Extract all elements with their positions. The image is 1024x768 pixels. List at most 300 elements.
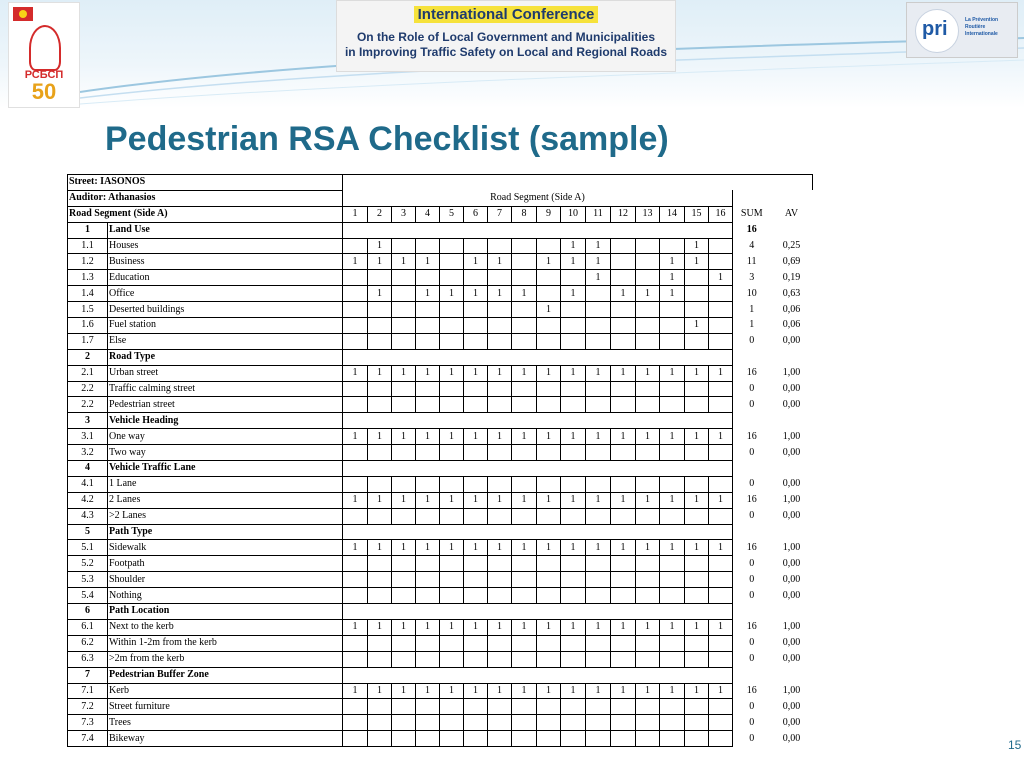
segment-mark: 1	[709, 270, 733, 286]
segment-mark: 1	[586, 254, 611, 270]
item-code: 4.2	[68, 492, 108, 508]
av-cell: 0,00	[782, 446, 801, 458]
segment-mark	[440, 397, 464, 413]
sum-cell: 0	[749, 716, 755, 728]
item-label: Within 1-2m from the kerb	[108, 635, 343, 651]
segment-mark	[611, 651, 636, 667]
segment-mark	[586, 572, 611, 588]
segment-mark: 1	[685, 540, 709, 556]
item-code: 2.1	[68, 365, 108, 381]
segment-mark	[685, 286, 709, 302]
segment-mark	[685, 651, 709, 667]
segment-mark	[561, 508, 586, 524]
sum-cell: 0	[749, 573, 755, 585]
item-label: Street furniture	[108, 699, 343, 715]
av-cell: 0,00	[782, 700, 801, 712]
segment-mark	[512, 731, 537, 747]
segment-mark	[685, 397, 709, 413]
item-label: Business	[108, 254, 343, 270]
segment-number: 16	[709, 206, 733, 222]
segment-mark	[512, 270, 537, 286]
section-label: Land Use	[108, 222, 343, 238]
segment-mark	[709, 731, 733, 747]
checklist-row	[68, 286, 813, 302]
section-span-cell	[343, 349, 733, 365]
segment-mark: 1	[343, 254, 368, 270]
segment-mark	[416, 731, 440, 747]
segment-mark: 1	[464, 683, 488, 699]
segment-mark	[636, 556, 660, 572]
segment-mark	[488, 508, 512, 524]
segment-mark	[343, 238, 368, 254]
segment-mark	[392, 381, 416, 397]
segment-mark: 1	[464, 254, 488, 270]
segment-mark: 1	[343, 492, 368, 508]
segment-mark	[416, 238, 440, 254]
segment-mark	[660, 476, 685, 492]
segment-number: 15	[685, 206, 709, 222]
av-cell: 0,00	[782, 716, 801, 728]
segment-mark: 1	[416, 540, 440, 556]
item-code: 4.1	[68, 476, 108, 492]
checklist-row	[68, 381, 813, 397]
segment-mark: 1	[660, 270, 685, 286]
segment-mark	[368, 333, 392, 349]
segment-caption: Road Segment (Side A)	[343, 190, 733, 206]
segment-mark	[586, 445, 611, 461]
item-code: 6.2	[68, 635, 108, 651]
segment-mark	[561, 651, 586, 667]
item-label: Nothing	[108, 588, 343, 604]
segment-mark	[561, 635, 586, 651]
segment-mark: 1	[392, 492, 416, 508]
segment-mark	[440, 572, 464, 588]
segment-mark: 1	[561, 365, 586, 381]
segment-mark	[660, 715, 685, 731]
segment-mark	[709, 286, 733, 302]
segment-mark: 1	[709, 365, 733, 381]
segment-mark	[561, 588, 586, 604]
segment-mark	[660, 556, 685, 572]
segment-mark	[416, 635, 440, 651]
segment-mark: 1	[440, 286, 464, 302]
segment-mark: 1	[416, 286, 440, 302]
segment-mark	[464, 445, 488, 461]
segment-mark: 1	[368, 254, 392, 270]
item-label: Trees	[108, 715, 343, 731]
segment-mark: 1	[561, 540, 586, 556]
segment-mark	[709, 715, 733, 731]
av-cell: 1,00	[782, 367, 801, 379]
av-cell: 1,00	[782, 430, 801, 442]
checklist-row	[68, 540, 813, 556]
segment-mark	[537, 588, 561, 604]
segment-mark: 1	[416, 254, 440, 270]
segment-mark	[512, 238, 537, 254]
auditor-row	[68, 190, 813, 206]
segment-mark	[561, 270, 586, 286]
sum-cell: 0	[749, 383, 755, 395]
segment-mark	[392, 572, 416, 588]
av-cell: 0,00	[782, 653, 801, 665]
segment-mark	[512, 508, 537, 524]
segment-mark	[464, 397, 488, 413]
segment-number: 14	[660, 206, 685, 222]
item-label: Kerb	[108, 683, 343, 699]
segment-mark: 1	[368, 492, 392, 508]
segment-mark	[709, 254, 733, 270]
segment-mark	[464, 731, 488, 747]
segment-mark: 1	[586, 429, 611, 445]
segment-mark: 1	[636, 619, 660, 635]
segment-number: 3	[392, 206, 416, 222]
segment-mark: 1	[685, 683, 709, 699]
segment-mark	[416, 397, 440, 413]
segment-mark: 1	[368, 619, 392, 635]
segment-mark	[392, 302, 416, 318]
segment-number: 11	[586, 206, 611, 222]
segment-mark	[392, 699, 416, 715]
runner-figure-icon	[29, 25, 61, 71]
segment-mark: 1	[611, 619, 636, 635]
segment-header-row	[68, 206, 813, 222]
segment-mark	[611, 572, 636, 588]
page-title: Pedestrian RSA Checklist (sample)	[105, 120, 669, 158]
segment-mark	[709, 381, 733, 397]
segment-mark	[537, 270, 561, 286]
segment-mark: 1	[440, 429, 464, 445]
sum-cell: 16	[746, 224, 757, 236]
segment-mark	[709, 588, 733, 604]
street-row	[68, 175, 813, 191]
segment-mark	[392, 238, 416, 254]
segment-mark	[611, 635, 636, 651]
segment-mark	[636, 381, 660, 397]
segment-mark	[392, 445, 416, 461]
segment-mark	[343, 333, 368, 349]
segment-mark	[537, 445, 561, 461]
segment-mark	[561, 397, 586, 413]
segment-mark: 1	[392, 619, 416, 635]
segment-mark	[440, 333, 464, 349]
segment-mark	[512, 254, 537, 270]
segment-mark	[488, 699, 512, 715]
section-row	[68, 461, 813, 477]
segment-mark: 1	[512, 286, 537, 302]
segment-mark: 1	[660, 254, 685, 270]
item-code: 5.2	[68, 556, 108, 572]
segment-mark	[368, 731, 392, 747]
segment-mark	[440, 302, 464, 318]
segment-mark	[636, 302, 660, 318]
segment-mark	[660, 381, 685, 397]
segment-mark	[464, 302, 488, 318]
conference-banner	[336, 0, 676, 72]
segment-mark	[561, 381, 586, 397]
section-span-cell	[343, 604, 733, 620]
segment-mark: 1	[709, 492, 733, 508]
segment-mark: 1	[440, 365, 464, 381]
segment-mark: 1	[343, 540, 368, 556]
segment-mark	[488, 270, 512, 286]
segment-mark	[611, 476, 636, 492]
segment-mark	[464, 651, 488, 667]
section-code: 2	[68, 349, 108, 365]
segment-mark: 1	[611, 492, 636, 508]
event-logo-text: РСБСП	[24, 69, 64, 81]
segment-mark: 1	[537, 429, 561, 445]
av-cell: 0,06	[782, 319, 801, 331]
segment-mark	[685, 508, 709, 524]
section-label: Vehicle Heading	[108, 413, 343, 429]
item-label: Pedestrian street	[108, 397, 343, 413]
segment-mark: 1	[561, 429, 586, 445]
item-label: Deserted buildings	[108, 302, 343, 318]
segment-mark	[343, 556, 368, 572]
section-row	[68, 604, 813, 620]
segment-mark	[464, 699, 488, 715]
segment-mark: 1	[368, 238, 392, 254]
segment-mark	[440, 508, 464, 524]
segment-mark: 1	[537, 302, 561, 318]
sum-cell: 0	[749, 478, 755, 490]
segment-mark	[586, 333, 611, 349]
section-code: 3	[68, 413, 108, 429]
segment-mark: 1	[440, 683, 464, 699]
item-label: Else	[108, 333, 343, 349]
segment-mark	[709, 397, 733, 413]
segment-mark	[537, 715, 561, 731]
av-cell: 0,00	[782, 335, 801, 347]
segment-mark	[440, 588, 464, 604]
section-row	[68, 349, 813, 365]
segment-mark	[392, 731, 416, 747]
item-code: 1.1	[68, 238, 108, 254]
checklist-row	[68, 445, 813, 461]
segment-mark	[660, 333, 685, 349]
segment-mark: 1	[392, 254, 416, 270]
segment-mark	[416, 715, 440, 731]
section-span-cell	[343, 413, 733, 429]
segment-mark	[709, 318, 733, 334]
segment-mark	[611, 715, 636, 731]
segment-mark	[343, 588, 368, 604]
segment-mark: 1	[488, 540, 512, 556]
segment-mark	[343, 302, 368, 318]
item-code: 1.2	[68, 254, 108, 270]
segment-mark	[488, 333, 512, 349]
segment-mark: 1	[709, 429, 733, 445]
segment-mark	[636, 445, 660, 461]
section-row	[68, 524, 813, 540]
conference-title: International Conference	[414, 6, 599, 23]
segment-mark: 1	[343, 619, 368, 635]
segment-mark: 1	[660, 365, 685, 381]
segment-mark	[660, 238, 685, 254]
segment-mark	[512, 572, 537, 588]
segment-mark	[440, 445, 464, 461]
segment-mark	[392, 397, 416, 413]
segment-mark: 1	[512, 683, 537, 699]
segment-mark: 1	[488, 619, 512, 635]
segment-mark	[512, 381, 537, 397]
segment-mark	[709, 572, 733, 588]
av-cell: 0,63	[782, 287, 801, 299]
sum-cell: 0	[749, 653, 755, 665]
segment-mark: 1	[611, 286, 636, 302]
segment-mark: 1	[636, 429, 660, 445]
segment-number: 5	[440, 206, 464, 222]
segment-mark: 1	[392, 429, 416, 445]
item-label: Urban street	[108, 365, 343, 381]
segment-mark	[561, 302, 586, 318]
segment-mark: 1	[464, 365, 488, 381]
sum-cell: 16	[746, 684, 757, 696]
segment-mark	[368, 318, 392, 334]
segment-mark	[416, 508, 440, 524]
segment-mark	[343, 699, 368, 715]
item-code: 5.4	[68, 588, 108, 604]
segment-mark	[709, 508, 733, 524]
segment-mark: 1	[685, 365, 709, 381]
segment-mark: 1	[685, 318, 709, 334]
segment-mark	[464, 715, 488, 731]
event-logo-number: 50	[31, 79, 57, 104]
segment-mark: 1	[636, 286, 660, 302]
segment-mark: 1	[709, 683, 733, 699]
item-label: Sidewalk	[108, 540, 343, 556]
segment-mark	[537, 397, 561, 413]
item-code: 3.1	[68, 429, 108, 445]
av-cell: 0,00	[782, 510, 801, 522]
item-label: Houses	[108, 238, 343, 254]
segment-mark	[586, 381, 611, 397]
segment-mark	[537, 286, 561, 302]
segment-mark	[368, 715, 392, 731]
segment-mark	[440, 556, 464, 572]
sum-cell	[733, 461, 771, 477]
sum-cell: 0	[749, 700, 755, 712]
conference-subtitle-line1: On the Role of Local Government and Municipalities	[356, 30, 656, 44]
segment-mark	[512, 588, 537, 604]
segment-mark	[440, 270, 464, 286]
slide-header	[0, 0, 1024, 108]
checklist-sheet	[67, 174, 813, 747]
segment-mark	[416, 270, 440, 286]
item-label: 1 Lane	[108, 476, 343, 492]
segment-mark	[416, 318, 440, 334]
segment-mark: 1	[561, 619, 586, 635]
segment-mark	[416, 476, 440, 492]
segment-mark	[464, 270, 488, 286]
sum-cell: 0	[749, 732, 755, 744]
segment-mark: 1	[464, 492, 488, 508]
segment-mark	[586, 699, 611, 715]
segment-mark	[709, 445, 733, 461]
segment-mark	[392, 270, 416, 286]
segment-mark: 1	[416, 492, 440, 508]
pri-logo	[906, 2, 1018, 58]
segment-mark	[512, 699, 537, 715]
segment-mark	[392, 556, 416, 572]
segment-mark	[440, 254, 464, 270]
segment-mark	[537, 572, 561, 588]
segment-mark	[636, 715, 660, 731]
section-label: Path Type	[108, 524, 343, 540]
segment-mark	[343, 651, 368, 667]
checklist-row	[68, 699, 813, 715]
sum-cell	[733, 349, 771, 365]
segment-mark	[488, 445, 512, 461]
segment-mark	[685, 556, 709, 572]
segment-mark	[464, 635, 488, 651]
section-span-cell	[343, 222, 733, 238]
conference-subtitle-line2: in Improving Traffic Safety on Local and Regional Roads	[344, 45, 668, 59]
segment-mark	[685, 715, 709, 731]
segment-mark	[611, 397, 636, 413]
segment-mark	[611, 318, 636, 334]
segment-mark	[611, 333, 636, 349]
sum-cell: 0	[749, 398, 755, 410]
segment-mark	[488, 715, 512, 731]
checklist-row	[68, 397, 813, 413]
segment-mark	[636, 635, 660, 651]
segment-mark: 1	[709, 619, 733, 635]
segment-mark	[368, 699, 392, 715]
segment-mark	[586, 635, 611, 651]
sum-cell: 0	[749, 335, 755, 347]
segment-mark	[709, 333, 733, 349]
av-header: AV	[784, 208, 799, 220]
segment-mark	[488, 397, 512, 413]
segment-mark	[343, 270, 368, 286]
segment-mark	[561, 731, 586, 747]
segment-mark	[464, 556, 488, 572]
sum-cell	[733, 524, 771, 540]
segment-mark	[488, 302, 512, 318]
segment-mark: 1	[537, 619, 561, 635]
pri-logo-mark	[915, 9, 959, 53]
section-code: 4	[68, 461, 108, 477]
segment-mark	[709, 556, 733, 572]
item-code: 1.6	[68, 318, 108, 334]
segment-mark	[464, 572, 488, 588]
segment-mark: 1	[586, 365, 611, 381]
item-label: Office	[108, 286, 343, 302]
sum-cell: 0	[749, 637, 755, 649]
checklist-row	[68, 635, 813, 651]
checklist-row	[68, 270, 813, 286]
segment-mark	[368, 651, 392, 667]
segment-mark	[709, 476, 733, 492]
av-cell: 1,00	[782, 684, 801, 696]
segment-mark	[636, 731, 660, 747]
segment-mark: 1	[611, 429, 636, 445]
segment-mark	[392, 476, 416, 492]
segment-mark	[586, 302, 611, 318]
section-row	[68, 222, 813, 238]
segment-mark	[611, 254, 636, 270]
segment-mark	[392, 635, 416, 651]
av-cell	[771, 524, 813, 540]
segment-mark	[611, 238, 636, 254]
av-cell: 0,69	[782, 255, 801, 267]
segment-mark: 1	[392, 540, 416, 556]
segment-mark	[537, 699, 561, 715]
segment-mark	[368, 270, 392, 286]
checklist-row	[68, 492, 813, 508]
segment-mark: 1	[636, 683, 660, 699]
